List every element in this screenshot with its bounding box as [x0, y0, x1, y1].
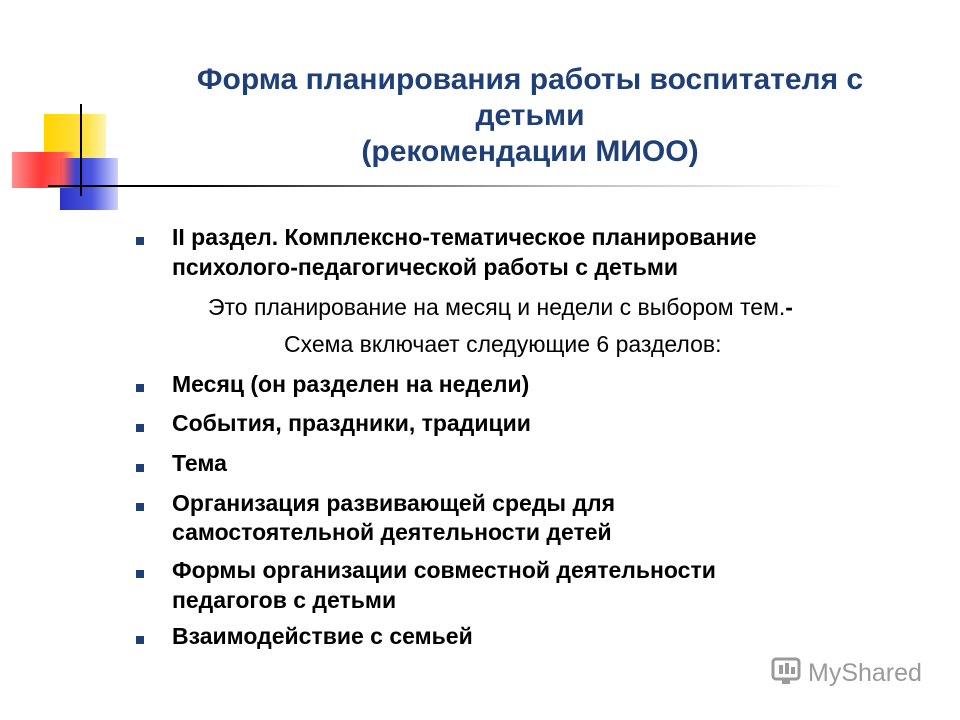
list-item-joint-activity-line-1: Формы организации совместной деятельности [172, 557, 716, 583]
myshared-logo-icon [770, 657, 804, 687]
list-item-events: События, праздники, традиции [172, 410, 531, 436]
list-item-family: Взаимодействие с семьей [172, 623, 473, 649]
list-item-month: Месяц (он разделен на недели) [172, 371, 530, 397]
title-line-1: Форма планирования работы воспитателя с [196, 63, 864, 96]
section-note-1-mark: - [785, 294, 793, 320]
bullet-marker [136, 384, 144, 392]
bullet-marker [136, 570, 144, 578]
section-note-1-text: Это планирование на месяц и недели с выбором тем. [208, 294, 786, 320]
title-underline [48, 185, 848, 187]
bullet-marker [136, 503, 144, 511]
slide-title [130, 62, 930, 170]
bullet-marker [136, 636, 144, 644]
vertical-divider [80, 104, 82, 196]
red-bar-shape [12, 152, 76, 188]
list-item-theme: Тема [172, 450, 227, 476]
bullet-marker [136, 237, 144, 245]
title-line-2: детьми [475, 99, 585, 132]
list-item-environment-line-1: Организация развивающей среды для [172, 490, 616, 516]
section-heading-line-2: психолого-педагогической работы с детьми [172, 254, 679, 280]
bullet-marker [136, 424, 144, 432]
list-item-environment-line-2: самостоятельной деятельности детей [172, 519, 612, 545]
bullet-marker [136, 464, 144, 472]
section-note-1 [208, 292, 793, 322]
section-heading-line-1: II раздел. Комплексно-тематическое планирование [172, 224, 757, 250]
section-note-2: Схема включает следующие 6 разделов: [284, 331, 722, 357]
title-line-3: (рекомендации МИОО) [361, 135, 699, 168]
watermark-text: MyShared [808, 659, 922, 687]
list-item-joint-activity-line-2: педагогов с детьми [172, 587, 397, 613]
